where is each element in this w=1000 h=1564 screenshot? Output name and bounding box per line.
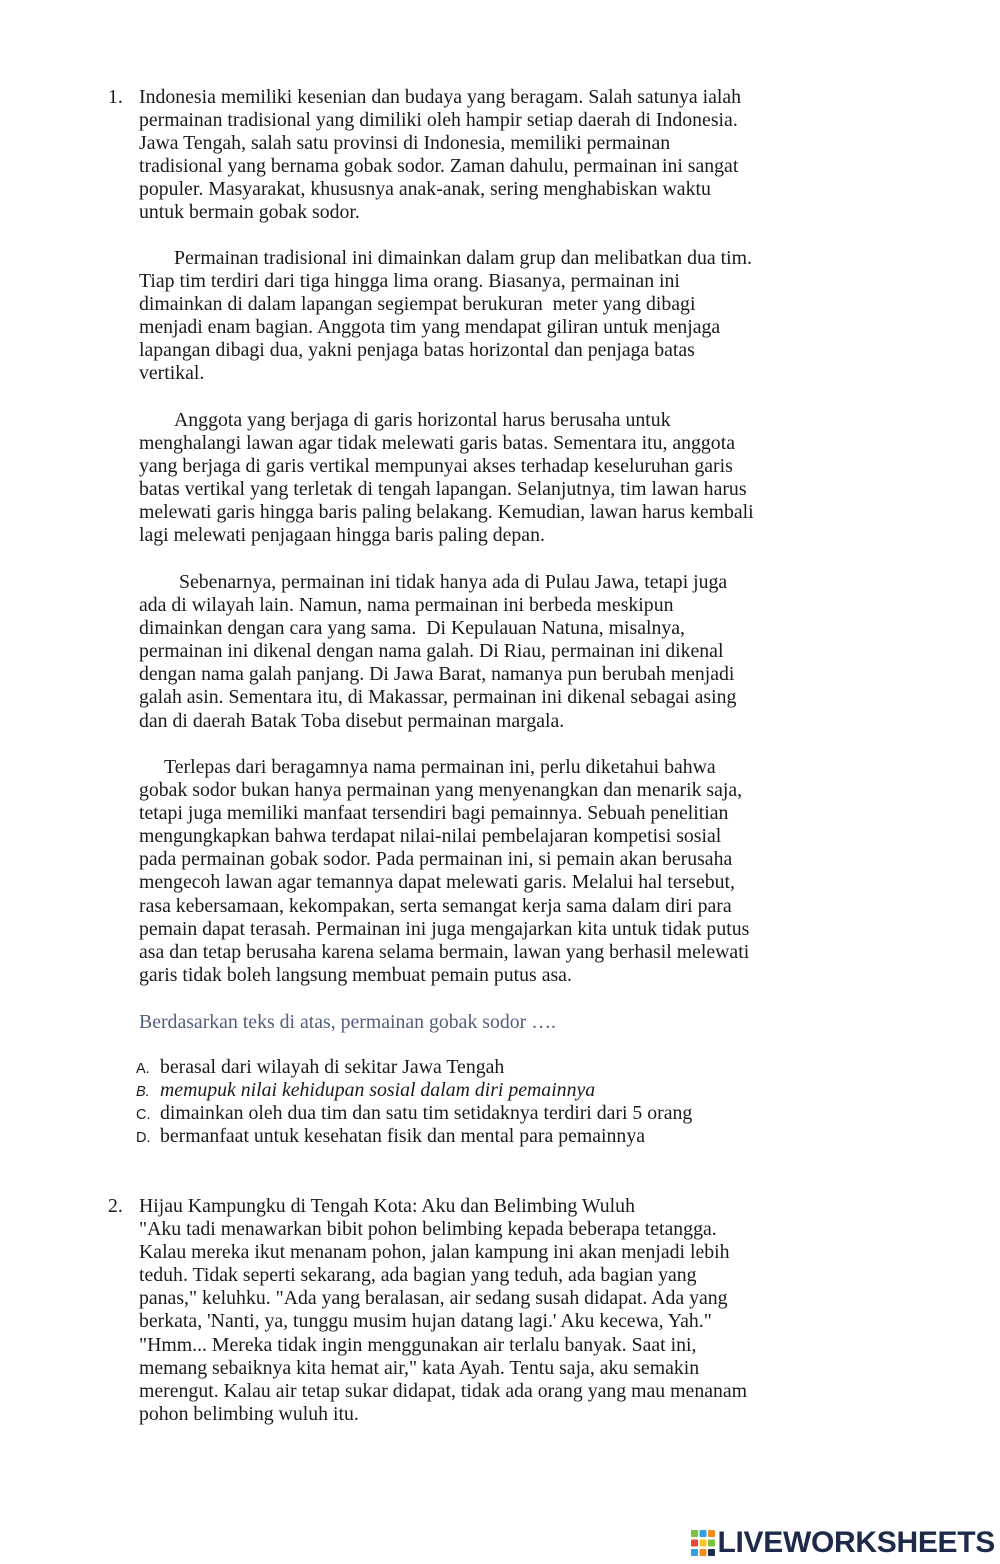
passage-line: "Hmm... Mereka tidak ingin menggunakan air terlalu banyak. Saat ini, [139,1333,697,1356]
passage-line: gobak sodor bukan hanya permainan yang menyenangkan dan menarik saja, [139,779,743,802]
passage-line: garis tidak boleh langsung membuat pemain putus asa. [139,963,572,986]
watermark-text: LIVEWORKSHEETS [717,1526,995,1559]
passage-line: dengan nama galah panjang. Di Jawa Barat, namanya pun berubah menjadi [139,663,735,686]
passage-line: galah asin. Sementara itu, di Makassar, permainan ini dikenal sebagai asing [139,686,737,709]
passage-line: permainan ini dikenal dengan nama galah. Di Riau, permainan ini dikenal [139,640,724,663]
passage-line: vertikal. [139,362,205,385]
option-text: bermanfaat untuk kesehatan fisik dan mental para pemainnya [160,1125,645,1147]
passage-line: Indonesia memiliki kesenian dan budaya yang beragam. Salah satunya ialah [139,86,742,108]
passage-line: asa dan tetap berusaha karena selama bermain, lawan yang berhasil melewati [139,940,750,963]
passage-line: Permainan tradisional ini dimainkan dalam grup dan melibatkan dua tim. [174,247,752,269]
option-text: memupuk nilai kehidupan sosial dalam diri pemainnya [160,1079,596,1101]
option-text: dimainkan oleh dua tim dan satu tim setidaknya terdiri dari 5 orang [160,1102,693,1124]
passage-line: tetapi juga memiliki manfaat tersendiri bagi pemainnya. Sebuah penelitian [139,802,729,825]
passage-line: batas vertikal yang terletak di tengah lapangan. Selanjutnya, tim lawan harus [139,478,747,501]
question-1-number: 1. [108,86,123,108]
option-letter: B. [136,1084,150,1100]
passage-line: untuk bermain gobak sodor. [139,201,360,224]
passage-line: teduh. Tidak seperti sekarang, ada bagian yang teduh, ada bagian yang [139,1264,697,1287]
answer-option-b[interactable] [136,1079,595,1102]
answer-option-c[interactable] [136,1102,692,1125]
passage-line: pemain dapat terasah. Permainan ini juga mengajarkan kita untuk tidak putus [139,917,750,940]
liveworksheets-logo-icon [691,1530,715,1556]
passage-line: tradisional yang bernama gobak sodor. Zaman dahulu, permainan ini sangat [139,155,739,178]
passage-line: ada di wilayah lain. Namun, nama permainan ini berbeda meskipun [139,594,674,617]
question-prompt [139,1011,556,1034]
passage-line: pohon belimbing wuluh itu. [139,1402,359,1425]
passage-line: menghalangi lawan agar tidak melewati garis batas. Sementara itu, anggota [139,432,735,455]
passage-line: melewati garis hingga baris paling belakang. Kemudian, lawan harus kembali [139,501,754,524]
watermark-logo [691,1528,996,1558]
passage-paragraph-1 [139,86,741,225]
passage-line: memang sebaiknya kita hemat air," kata Ayah. Tentu saja, aku semakin [139,1356,700,1379]
passage-line: Terlepas dari beragamnya nama permainan ini, perlu diketahui bahwa [164,756,716,778]
passage-line: dimainkan dengan cara yang sama. Di Kepulauan Natuna, misalnya, [139,617,685,640]
passage-paragraph-5 [139,756,749,987]
passage-paragraph-4 [139,571,736,733]
passage-line: dimainkan di dalam lapangan segiempat berukuran meter yang dibagi [139,293,696,316]
passage-line: dan di daerah Batak Toba disebut permainan margala. [139,709,565,732]
question-prompt-text: Berdasarkan teks di atas, permainan gobak sodor …. [139,1011,556,1033]
passage-line: menjadi enam bagian. Anggota tim yang mendapat giliran untuk menjaga [139,316,721,339]
question-2-number: 2. [108,1195,123,1217]
passage-line: mengungkapkan bahwa terdapat nilai-nilai pembelajaran kompetisi sosial [139,825,722,848]
passage-paragraph-3 [139,409,754,548]
option-letter: C. [136,1107,151,1123]
passage-line: merengut. Kalau air tetap sukar didapat, tidak ada orang yang mau menanam [139,1379,748,1402]
question-2-passage [139,1195,747,1426]
passage-line: Tiap tim terdiri dari tiga hingga lima orang. Biasanya, permainan ini [139,270,680,293]
answer-option-d[interactable] [136,1125,645,1148]
passage-line: yang berjaga di garis vertikal mempunyai akses terhadap keseluruhan garis [139,455,733,478]
passage-line: lapangan dibagi dua, yakni penjaga batas horizontal dan penjaga batas [139,339,695,362]
passage-line: rasa kebersamaan, kekompakan, serta semangat kerja sama dalam diri para [139,894,732,917]
passage-line: lagi melewati penjagaan hingga baris paling depan. [139,524,545,547]
passage-line: Anggota yang berjaga di garis horizontal harus berusaha untuk [174,409,671,431]
passage-line: "Aku tadi menawarkan bibit pohon belimbing kepada beberapa tetangga. [139,1218,717,1241]
answer-option-a[interactable] [136,1056,504,1079]
question-2-title: Hijau Kampungku di Tengah Kota: Aku dan Belimbing Wuluh [139,1195,635,1217]
passage-line: permainan tradisional yang dimiliki oleh hampir setiap daerah di Indonesia. [139,109,738,132]
passage-line: Kalau mereka ikut menanam pohon, jalan kampung ini akan menjadi lebih [139,1241,730,1264]
passage-paragraph-2 [139,247,752,386]
option-text: berasal dari wilayah di sekitar Jawa Tengah [160,1056,505,1078]
passage-line: panas," keluhku. "Ada yang beralasan, air sedang susah didapat. Ada yang [139,1287,728,1310]
passage-line: Jawa Tengah, salah satu provinsi di Indonesia, memiliki permainan [139,132,671,155]
passage-line: pada permainan gobak sodor. Pada permainan ini, si pemain akan berusaha [139,848,733,871]
passage-line: mengecoh lawan agar temannya dapat melewati garis. Melalui hal tersebut, [139,871,735,894]
passage-line: populer. Masyarakat, khususnya anak-anak, sering menghabiskan waktu [139,178,711,201]
passage-line: berkata, 'Nanti, ya, tunggu musim hujan datang lagi.' Aku kecewa, Yah." [139,1310,712,1333]
option-letter: D. [136,1130,151,1146]
passage-line: Sebenarnya, permainan ini tidak hanya ada di Pulau Jawa, tetapi juga [179,571,728,593]
option-letter: A. [136,1061,150,1077]
